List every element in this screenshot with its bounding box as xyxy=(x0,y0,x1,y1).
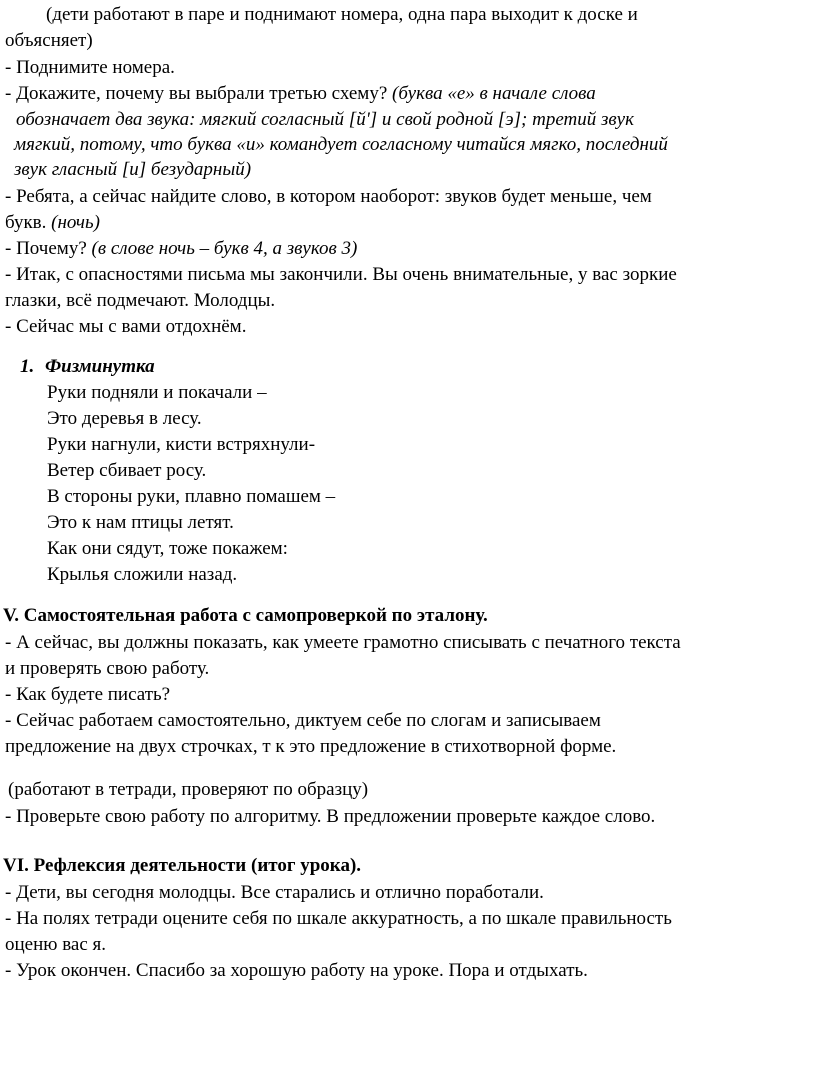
section-6-line-4: - Урок окончен. Спасибо за хорошую работу на уроке. Пора и отдыхать. xyxy=(5,960,588,981)
poem-line: Как они сядут, тоже покажем: xyxy=(47,538,288,559)
intro-line-3: - Поднимите номера. xyxy=(5,57,175,78)
intro-line-5: обозначает два звука: мягкий согласный [й'] и свой родной [э]; третий звук xyxy=(16,109,634,130)
poem-line: Руки подняли и покачали – xyxy=(47,382,267,403)
question-text: букв. xyxy=(5,212,47,233)
section-6-line-3: оценю вас я. xyxy=(5,934,107,955)
list-number: 1. xyxy=(20,356,35,377)
section-5-line-1: - А сейчас, вы должны показать, как умеете грамотно списывать с печатного текста xyxy=(5,632,681,653)
section-6-line-2: - На полях тетради оцените себя по шкале аккуратность, а по шкале правильность xyxy=(5,908,672,929)
intro-line-8: - Ребята, а сейчас найдите слово, в котором наоборот: звуков будет меньше, чем xyxy=(5,186,652,207)
intro-line-1: (дети работают в паре и поднимают номера, одна пара выходит к доске и xyxy=(46,4,638,25)
fizminutka-title: Физминутка xyxy=(45,356,155,377)
poem-line: Руки нагнули, кисти встряхнули- xyxy=(47,434,316,455)
intro-line-12: глазки, всё подмечают. Молодцы. xyxy=(5,290,276,311)
section-6-line-1: - Дети, вы сегодня молодцы. Все старались и отлично поработали. xyxy=(5,882,544,903)
intro-line-13: - Сейчас мы с вами отдохнём. xyxy=(5,316,247,337)
poem-line: Крылья сложили назад. xyxy=(47,564,238,585)
intro-line-6: мягкий, потому, что буква «и» командует согласному читайся мягко, последний xyxy=(14,134,668,155)
section-5-line-5: предложение на двух строчках, т к это предложение в стихотворной форме. xyxy=(5,736,617,757)
intro-line-4 xyxy=(5,82,596,106)
fizminutka-heading xyxy=(20,355,155,379)
section-5-line-7: - Проверьте свою работу по алгоритму. В предложении проверьте каждое слово. xyxy=(5,806,656,827)
intro-line-10 xyxy=(5,237,357,261)
intro-line-2: объясняет) xyxy=(5,30,93,51)
section-6-heading: VI. Рефлексия деятельности (итог урока). xyxy=(3,855,362,876)
poem-line: Это к нам птицы летят. xyxy=(47,512,234,533)
section-5-line-4: - Сейчас работаем самостоятельно, диктуем себе по слогам и записываем xyxy=(5,710,601,731)
question-text: - Почему? xyxy=(5,238,87,259)
answer-text: (в слове ночь – букв 4, а звуков 3) xyxy=(91,238,358,259)
section-5-heading: V. Самостоятельная работа с самопроверкой по эталону. xyxy=(3,605,488,626)
intro-line-11: - Итак, с опасностями письма мы закончили. Вы очень внимательные, у вас зоркие xyxy=(5,264,677,285)
intro-line-9 xyxy=(5,211,100,235)
answer-text: (ночь) xyxy=(51,212,100,233)
poem-line: Это деревья в лесу. xyxy=(47,408,202,429)
section-5-line-2: и проверять свою работу. xyxy=(5,658,210,679)
answer-text: (буква «е» в начале слова xyxy=(392,83,596,104)
poem-line: В стороны руки, плавно помашем – xyxy=(47,486,336,507)
poem-line: Ветер сбивает росу. xyxy=(47,460,207,481)
question-text: - Докажите, почему вы выбрали третью схему? xyxy=(5,83,388,104)
section-5-line-3: - Как будете писать? xyxy=(5,684,171,705)
intro-line-7: звук гласный [и] безударный) xyxy=(14,159,252,180)
section-5-line-6: (работают в тетради, проверяют по образцу) xyxy=(8,779,369,800)
